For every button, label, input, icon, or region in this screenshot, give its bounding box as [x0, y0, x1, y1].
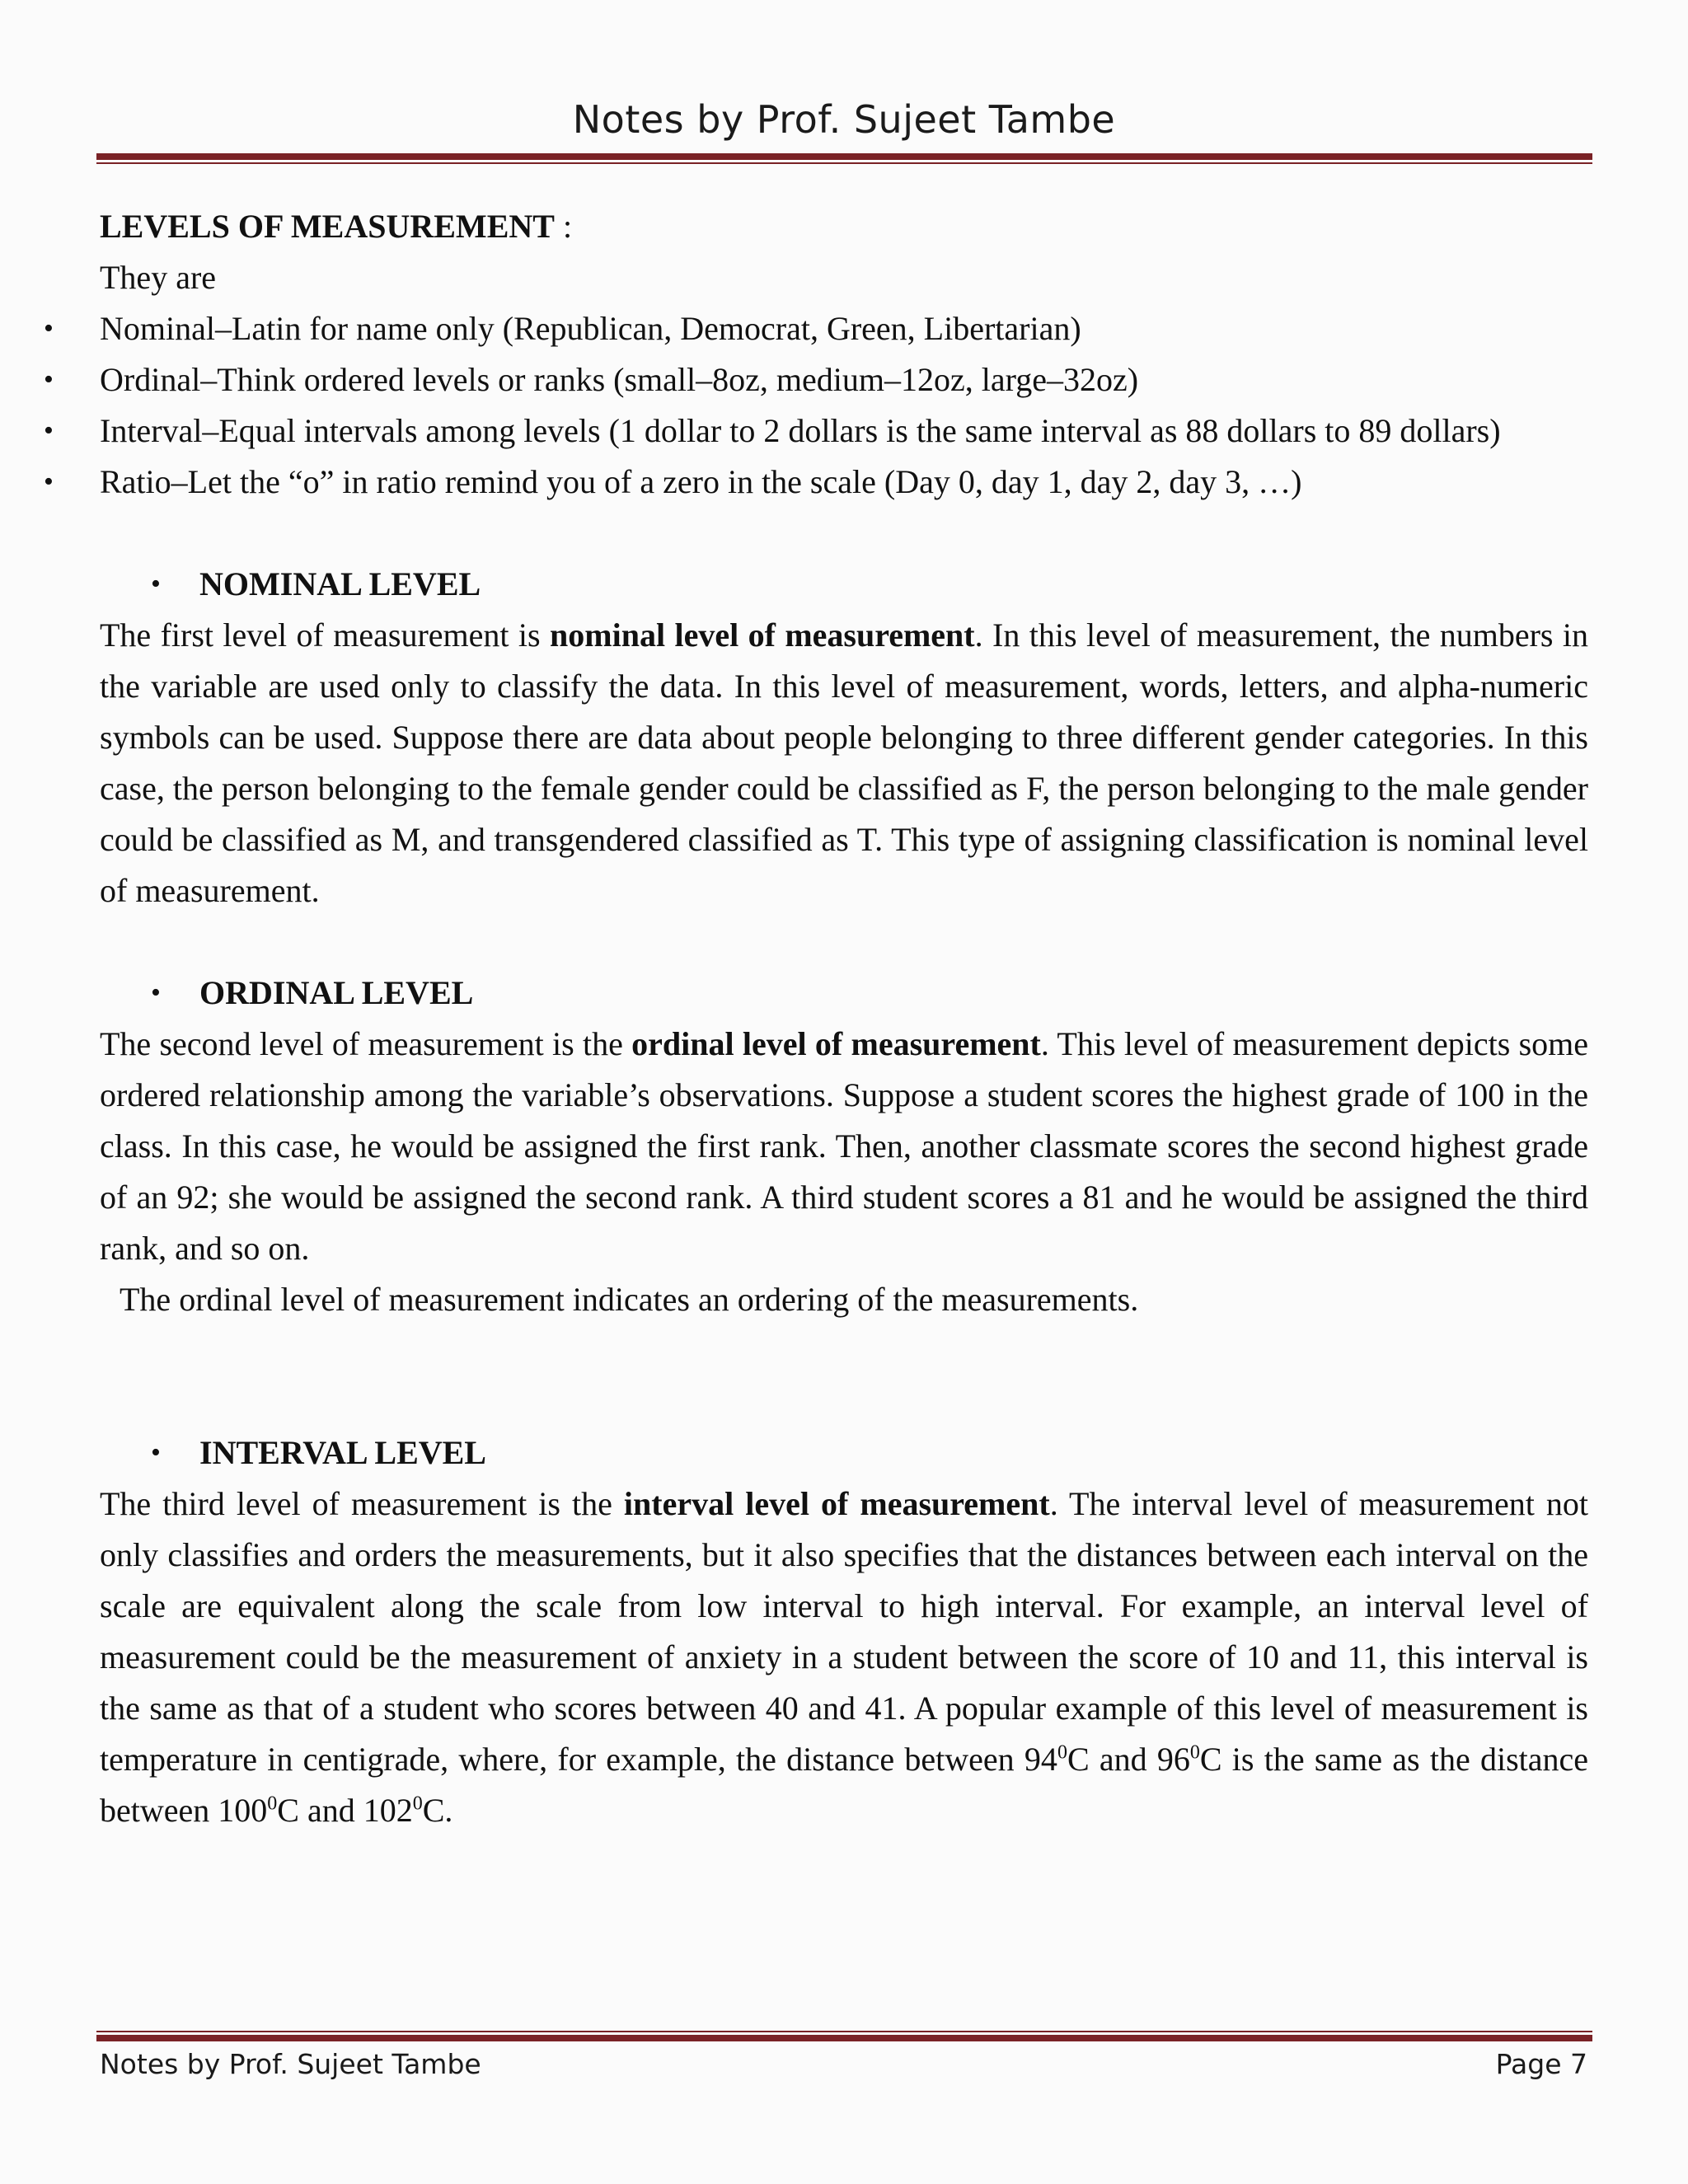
nominal-text-post: . In this level of measurement, the numbers in the variable are used only to classify the data. In this level of measurement, words, letters, and alpha-numeric symbols can be used. Suppose there are data about people belonging to three different gender categories. In this case, the person belonging to the female gender could be classified as F, the person belonging to the male gender could be classified as M, and transgendered classified as T. This type of assigning classification is nominal level of measurement.: [100, 616, 1588, 909]
degree-superscript: 0: [1057, 1741, 1067, 1764]
ordinal-text-bold: ordinal level of measurement: [631, 1025, 1041, 1062]
list-item: [44, 457, 1588, 508]
list-item: [44, 354, 1588, 405]
bullet-icon: •: [151, 569, 161, 599]
interval-text-t4: C.: [422, 1792, 453, 1829]
interval-text-t3: C and 102: [277, 1792, 413, 1829]
ordinal-paragraph: [100, 1019, 1588, 1325]
bullet-icon: •: [151, 977, 161, 1008]
ordinal-text-pre: The second level of measurement is the: [100, 1025, 632, 1062]
levels-heading: [100, 201, 1588, 252]
footer-rule: [96, 2031, 1592, 2041]
document-body: [44, 201, 1589, 1836]
header-rule: [96, 153, 1592, 164]
nominal-text-pre: The first level of measurement is: [100, 616, 551, 654]
nominal-paragraph: [100, 610, 1588, 916]
interval-text-bold: interval level of measurement: [623, 1485, 1050, 1522]
bullet-icon: •: [44, 364, 54, 395]
bullet-icon: •: [44, 466, 54, 497]
bullet-icon: •: [44, 313, 54, 344]
levels-heading-text: LEVELS OF MEASUREMENT: [100, 208, 555, 245]
interval-paragraph: [100, 1479, 1588, 1836]
bullet-icon: •: [44, 415, 54, 446]
list-item-text: Nominal–Latin for name only (Republican, Democrat, Green, Libertarian): [100, 310, 1081, 347]
footer-page-number: Page 7: [1495, 2048, 1587, 2080]
interval-heading-text: INTERVAL LEVEL: [199, 1434, 486, 1471]
levels-list: [44, 303, 1588, 508]
list-item-text: Interval–Equal intervals among levels (1 dollar to 2 dollars is the same interval as 88 dollars to 89 dollars): [100, 412, 1501, 449]
footer-author: Notes by Prof. Sujeet Tambe: [100, 2048, 481, 2080]
nominal-heading: [100, 559, 1588, 610]
nominal-section: [100, 559, 1588, 916]
levels-heading-colon: :: [554, 208, 573, 245]
interval-section: [100, 1427, 1588, 1836]
interval-heading: [100, 1427, 1588, 1479]
degree-superscript: 0: [1189, 1741, 1200, 1764]
nominal-heading-text: NOMINAL LEVEL: [199, 565, 481, 602]
interval-text-post: . The interval level of measurement not only classifies and orders the measurements, but it also specifies that the distances between each interval on the scale are equivalent along the scale from low interval to high interval. For example, an interval level of measurement could be the measurement of anxiety in a student between the score of 10 and 11, this interval is the same as that of a student who scores between 40 and 41. A popular example of this level of measurement is temperature in centigrade, where, for example, the distance between 94: [100, 1485, 1589, 1778]
ordinal-text-post: . This level of measurement depicts some ordered relationship among the variable’s observations. Suppose a student scores the highest grade of 100 in the class. In this case, he would be assigned the first rank. Then, another classmate scores the second highest grade of an 92; she would be assigned the second rank. A third student scores a 81 and he would be assigned the third rank, and so on.: [100, 1025, 1589, 1267]
levels-lead: They are: [100, 259, 217, 296]
list-item-text: Ordinal–Think ordered levels or ranks (small–8oz, medium–12oz, large–32oz): [100, 361, 1139, 398]
interval-text-pre: The third level of measurement is the: [100, 1485, 624, 1522]
ordinal-text-last: The ordinal level of measurement indicates an ordering of the measurements.: [120, 1281, 1139, 1318]
degree-superscript: 0: [412, 1793, 423, 1815]
ordinal-heading-text: ORDINAL LEVEL: [199, 974, 474, 1011]
nominal-text-bold: nominal level of measurement: [550, 616, 975, 654]
bullet-icon: •: [151, 1437, 161, 1468]
ordinal-heading: [100, 968, 1588, 1019]
list-item: [44, 303, 1588, 354]
interval-text-t2: C is the same as the distance between 100: [100, 1741, 1589, 1829]
degree-superscript: 0: [267, 1793, 278, 1815]
ordinal-section: [100, 968, 1588, 1325]
list-item: [44, 405, 1588, 457]
list-item-text: Ratio–Let the “o” in ratio remind you of a zero in the scale (Day 0, day 1, day 2, day 3, …): [100, 463, 1302, 500]
page-header-title: Notes by Prof. Sujeet Tambe: [572, 97, 1116, 142]
interval-text-t1: C and 96: [1067, 1741, 1190, 1778]
